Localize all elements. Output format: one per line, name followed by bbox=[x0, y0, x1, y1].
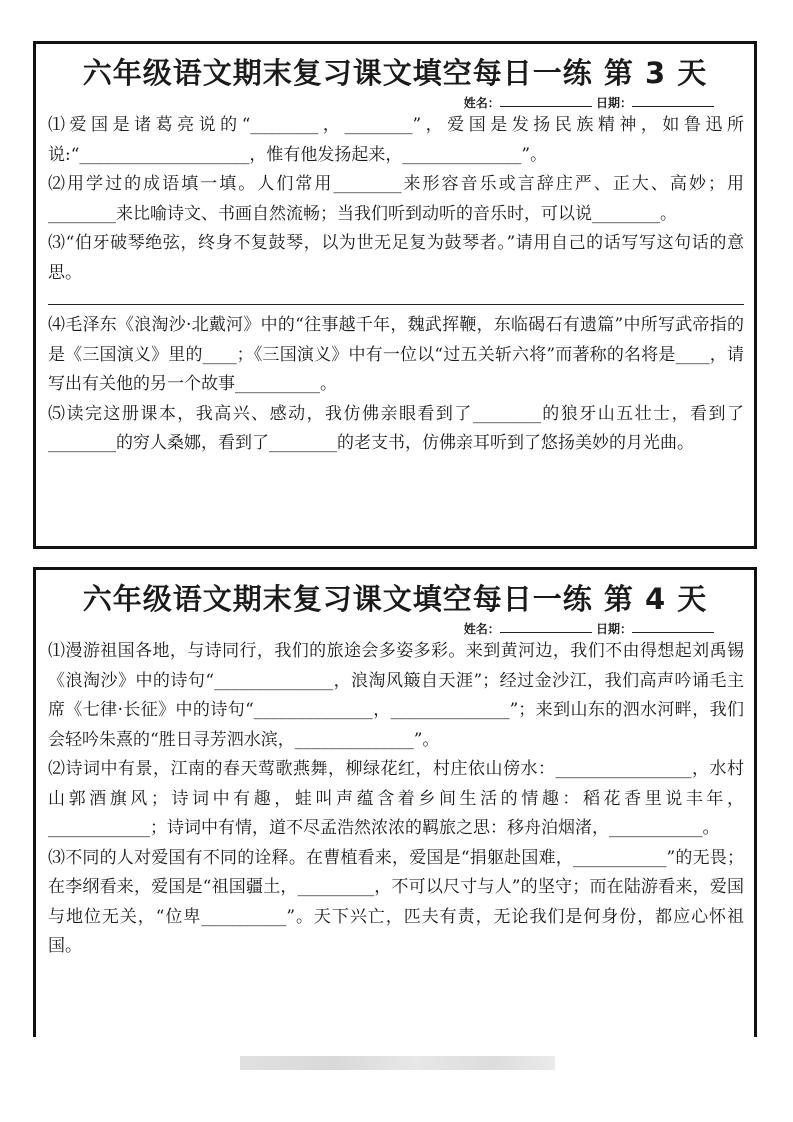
worksheet-title: 六年级语文期末复习课文填空每日一练 第 4 天 bbox=[82, 582, 708, 616]
date-field[interactable] bbox=[632, 94, 714, 107]
question-1: ⑴漫游祖国各地，与诗同行，我们的旅途会多姿多彩。来到黄河边，我们不由得想起刘禹锡《浪淘沙》中的诗句“______________，浪淘风簸自天涯”；经过金沙江，我们高声吟诵毛主席《七律·长征》中的诗句“______________，______________”；来到山东的泗水河畔，我们会轻吟朱熹的“胜日寻芳泗水滨，______________”。 bbox=[48, 641, 744, 750]
worksheet-title: 六年级语文期末复习课文填空每日一练 第 3 天 bbox=[82, 56, 708, 90]
question-2: ⑵诗词中有景，江南的春天莺歌燕舞，柳绿花红，村庄依山傍水：________________，水村山郭酒旗风；诗词中有趣，蛙叫声蕴含着乡间生活的情趣：稻花香里说丰年，____________；诗词中有情，道不尽孟浩然浓浓的羁旅之思：移舟泊烟渚，___________。 bbox=[48, 759, 744, 838]
worksheet-day-4 bbox=[33, 567, 757, 1037]
name-field[interactable] bbox=[500, 94, 592, 107]
question-5: ⑸读完这册课本，我高兴、感动，我仿佛亲眼看到了________的狼牙山五壮士，看到了________的穷人桑娜，看到了________的老支书，仿佛亲耳听到了悠扬美妙的月光曲。 bbox=[48, 403, 744, 453]
question-2: ⑵用学过的成语填一填。人们常用________来形容音乐或言辞庄严、正大、高妙；用________来比喻诗文、书画自然流畅；当我们听到动听的音乐时，可以说________。 bbox=[48, 174, 744, 224]
date-field[interactable] bbox=[632, 620, 714, 633]
question-3: ⑶“伯牙破琴绝弦，终身不复鼓琴，以为世无足复为鼓琴者。”请用自己的话写写这句话的意思。 bbox=[48, 233, 744, 283]
name-field[interactable] bbox=[500, 620, 592, 633]
question-1: ⑴爱国是诸葛亮说的“________，________”，爱国是发扬民族精神，如鲁迅所说:“____________________，惟有他发扬起来，______________”。 bbox=[48, 115, 744, 165]
question-3: ⑶不同的人对爱国有不同的诠释。在曹植看来，爱国是“捐躯赴国难，___________”的无畏；在李纲看来，爱国是“祖国疆土，_________，不可以尺寸与人”的坚守；而在陆游看来，爱国与地位无关，“位卑__________”。天下兴亡，匹夫有责，无论我们是何身份，都应心怀祖国。 bbox=[48, 847, 744, 956]
blurred-footer-strip bbox=[240, 1056, 555, 1070]
question-4: ⑷毛泽东《浪淘沙·北戴河》中的“往事越千年，魏武挥鞭，东临碣石有遗篇”中所写武帝指的是《三国演义》里的____；《三国演义》中有一位以“过五关斩六将”而著称的名将是____，请写出有关他的另一个故事__________。 bbox=[48, 315, 744, 394]
worksheet-day-3 bbox=[33, 41, 757, 549]
answer-line[interactable] bbox=[48, 288, 744, 305]
date-label: 日期： bbox=[595, 96, 632, 110]
name-date-line bbox=[36, 620, 754, 637]
name-label: 姓名： bbox=[463, 96, 500, 110]
date-label: 日期： bbox=[595, 622, 632, 636]
name-date-line bbox=[36, 94, 754, 111]
name-label: 姓名： bbox=[463, 622, 500, 636]
